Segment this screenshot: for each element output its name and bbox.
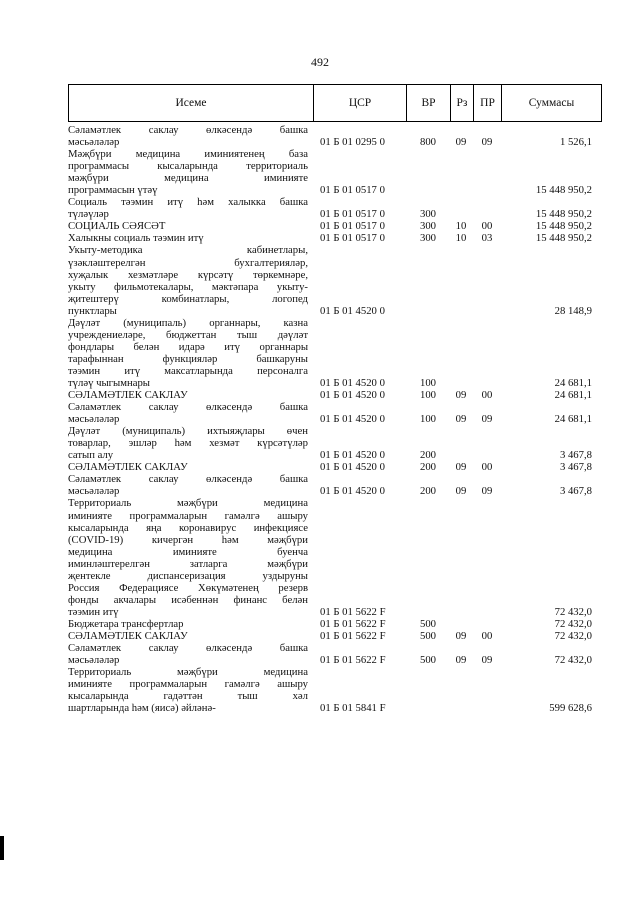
row-csr: 01 Б 01 4520 0 xyxy=(320,485,385,498)
row-name-line: СӘЛАМӘТЛЕК САКЛАУ xyxy=(68,389,188,402)
row-vr: 200 xyxy=(419,461,437,474)
row-pr: 09 xyxy=(481,654,493,667)
row-sum: 599 628,6 xyxy=(549,702,592,715)
table-row xyxy=(68,317,602,389)
row-sum: 72 432,0 xyxy=(554,617,592,630)
row-csr: 01 Б 01 5622 F xyxy=(320,654,386,667)
row-vr: 500 xyxy=(419,617,437,630)
row-name xyxy=(68,389,308,401)
header-csr: ЦСР xyxy=(314,85,407,121)
row-name-line: Бюджетара трансфертлар xyxy=(68,617,184,630)
row-csr: 01 Б 01 5841 F xyxy=(320,702,386,715)
row-vr: 500 xyxy=(419,629,437,642)
row-rz: 09 xyxy=(455,413,467,426)
row-rz: 09 xyxy=(455,629,467,642)
row-rz: 10 xyxy=(455,220,467,233)
row-csr: 01 Б 01 4520 0 xyxy=(320,389,385,402)
row-sum: 3 467,8 xyxy=(559,485,592,498)
row-name-line: җитештерү комбинатлары, логопед xyxy=(68,292,308,305)
row-sum: 28 148,9 xyxy=(554,304,592,317)
row-csr: 01 Б 01 0517 0 xyxy=(320,232,385,245)
row-name-line: сатып алу xyxy=(68,449,114,462)
row-name-line: Сәламәтлек саклау өлкәсендә башка xyxy=(68,642,308,655)
row-rz: 09 xyxy=(455,389,467,402)
row-name xyxy=(68,124,308,148)
row-name-line: тәэмин итү максатларында персоналга xyxy=(68,364,308,377)
row-name-line: Социаль тәэмин итү һәм халыкка башка xyxy=(68,196,308,209)
row-name xyxy=(68,666,308,714)
row-name xyxy=(68,232,308,244)
row-rz: 09 xyxy=(455,654,467,667)
header-rz: Рз xyxy=(451,85,474,121)
table-row xyxy=(68,148,602,196)
row-pr: 00 xyxy=(481,220,493,233)
row-name-line: Сәламәтлек саклау өлкәсендә башка xyxy=(68,124,308,136)
row-pr: 09 xyxy=(481,136,493,149)
row-vr: 100 xyxy=(419,413,437,426)
row-name-line: мәсьәләләр xyxy=(68,654,120,667)
row-name xyxy=(68,244,308,316)
row-vr: 100 xyxy=(419,389,437,402)
row-csr: 01 Б 01 4520 0 xyxy=(320,413,385,426)
row-name xyxy=(68,618,308,630)
row-name-line: Россия Федерациясе Хөкүмәтенең резерв xyxy=(68,581,308,594)
row-name xyxy=(68,497,308,617)
table-row xyxy=(68,473,602,497)
row-name-line: түләүләр xyxy=(68,208,109,221)
header-name: Исеме xyxy=(69,85,314,121)
row-name xyxy=(68,425,308,461)
page-number: 492 xyxy=(311,55,329,69)
table-row xyxy=(68,401,602,425)
row-csr: 01 Б 01 0295 0 xyxy=(320,136,385,149)
row-name-line: Территориаль мәҗбүри медицина xyxy=(68,666,308,679)
row-name-line: кысаларында гадәттән тыш хәл xyxy=(68,690,308,703)
row-csr: 01 Б 01 5622 F xyxy=(320,605,386,618)
row-sum: 24 681,1 xyxy=(554,389,592,402)
row-name-line: товарлар, эшләр һәм хезмәт күрсәтүләр xyxy=(68,437,308,450)
row-name-line: медицина иминияте буенча xyxy=(68,545,308,558)
row-vr: 800 xyxy=(419,136,437,149)
row-name-line: программасын үтәү xyxy=(68,184,158,197)
row-name-line: (COVID-19) кичергән һәм мәҗбүри xyxy=(68,533,308,546)
row-name-line: СӘЛАМӘТЛЕК САКЛАУ xyxy=(68,629,188,642)
row-csr: 01 Б 01 4520 0 xyxy=(320,449,385,462)
header-vr: ВР xyxy=(407,85,451,121)
row-csr: 01 Б 01 0517 0 xyxy=(320,220,385,233)
row-name-line: СОЦИАЛЬ СӘЯСӘТ xyxy=(68,220,166,233)
row-name-line: СӘЛАМӘТЛЕК САКЛАУ xyxy=(68,461,188,474)
table-row xyxy=(68,389,602,401)
row-pr: 09 xyxy=(481,485,493,498)
row-sum: 15 448 950,2 xyxy=(535,208,592,221)
table-row xyxy=(68,630,602,642)
row-name-line: иминләштерелгән затларга мәҗбүри xyxy=(68,557,308,570)
row-rz: 09 xyxy=(455,461,467,474)
row-name-line: иминияте программаларын гамәлгә ашыру xyxy=(68,678,308,691)
row-name-line: җентекле диспансеризация уздыруны xyxy=(68,569,308,582)
header-sum: Суммасы xyxy=(528,97,575,109)
row-csr: 01 Б 01 4520 0 xyxy=(320,304,385,317)
row-vr: 100 xyxy=(419,376,437,389)
row-csr: 01 Б 01 5622 F xyxy=(320,617,386,630)
row-name-line: түләү чыгымнары xyxy=(68,376,150,389)
row-name-line: тарафыннан функцияләр башкаруны xyxy=(68,352,308,365)
row-sum: 24 681,1 xyxy=(554,376,592,389)
row-name-line: учреждениеләре, бюджеттан тыш дәүләт xyxy=(68,328,308,341)
row-sum: 3 467,8 xyxy=(559,449,592,462)
row-name xyxy=(68,401,308,425)
row-name-line: кысаларында яңа коронавирус инфекциясе xyxy=(68,521,308,534)
row-vr: 500 xyxy=(419,654,437,667)
row-vr: 300 xyxy=(419,232,437,245)
row-name xyxy=(68,148,308,196)
row-pr: 03 xyxy=(481,232,493,245)
table-row xyxy=(68,618,602,630)
row-vr: 300 xyxy=(419,220,437,233)
table-row xyxy=(68,642,602,666)
row-csr: 01 Б 01 4520 0 xyxy=(320,461,385,474)
row-name-line: мәсьәләләр xyxy=(68,485,120,498)
row-name-line: мәсьәләләр xyxy=(68,136,120,149)
table-header xyxy=(68,84,602,122)
row-sum: 15 448 950,2 xyxy=(535,232,592,245)
header-pr: ПР xyxy=(474,85,502,121)
row-sum: 72 432,0 xyxy=(554,605,592,618)
row-pr: 00 xyxy=(481,389,493,402)
row-csr: 01 Б 01 4520 0 xyxy=(320,376,385,389)
row-name-line: Укыту-методика кабинетлары, xyxy=(68,244,308,257)
table-row xyxy=(68,244,602,316)
scan-edge-mark xyxy=(0,836,4,860)
row-sum: 15 448 950,2 xyxy=(535,184,592,197)
row-name-line: фонды акчалары исәбеннән финанс белән xyxy=(68,593,308,606)
row-name xyxy=(68,473,308,497)
row-name-line: иминияте программаларын гамәлгә ашыру xyxy=(68,509,308,522)
row-name-line: укыту фильмотекалары, мәктәпара укыту- xyxy=(68,280,308,293)
row-name xyxy=(68,317,308,389)
table-row xyxy=(68,461,602,473)
row-sum: 72 432,0 xyxy=(554,654,592,667)
row-name xyxy=(68,220,308,232)
row-rz: 09 xyxy=(455,136,467,149)
table-row xyxy=(68,124,602,148)
row-rz: 09 xyxy=(455,485,467,498)
row-name xyxy=(68,630,308,642)
row-name-line: Сәламәтлек саклау өлкәсендә башка xyxy=(68,401,308,414)
row-name-line: программасы кысаларында территориаль xyxy=(68,160,308,173)
row-name-line: Дәүләт (муниципаль) органнары, казна xyxy=(68,316,308,329)
row-name-line: шартларында һәм (яисә) әйләнә- xyxy=(68,702,216,715)
row-name-line: тәэмин итү xyxy=(68,605,119,618)
row-name-line: пунктлары xyxy=(68,304,117,317)
table-row xyxy=(68,220,602,232)
row-csr: 01 Б 01 0517 0 xyxy=(320,208,385,221)
row-name xyxy=(68,196,308,220)
row-name-line: мәсьәләләр xyxy=(68,413,120,426)
row-name-line: мәҗбүри медицина иминияте xyxy=(68,172,308,185)
row-sum: 24 681,1 xyxy=(554,413,592,426)
table-row xyxy=(68,425,602,461)
row-name-line: фондлары белән идарә итү органнары xyxy=(68,340,308,353)
table-row xyxy=(68,232,602,244)
row-sum: 15 448 950,2 xyxy=(535,220,592,233)
row-name-line: хуҗалык хезмәтләре күрсәтү төркемнәре, xyxy=(68,268,308,281)
row-pr: 00 xyxy=(481,461,493,474)
row-rz: 10 xyxy=(455,232,467,245)
row-sum: 72 432,0 xyxy=(554,629,592,642)
row-name-line: Мәҗбүри медицина иминиятенең база xyxy=(68,148,308,161)
row-csr: 01 Б 01 0517 0 xyxy=(320,184,385,197)
row-sum: 1 526,1 xyxy=(559,136,592,149)
row-name-line: Сәламәтлек саклау өлкәсендә башка xyxy=(68,473,308,486)
row-sum: 3 467,8 xyxy=(559,461,592,474)
row-name-line: Территориаль мәҗбүри медицина xyxy=(68,497,308,510)
table-body xyxy=(68,124,602,714)
row-vr: 200 xyxy=(419,449,437,462)
row-name-line: Дәүләт (муниципаль) ихтыяҗлары өчен xyxy=(68,425,308,438)
row-name-line: Халыкны социаль тәэмин итү xyxy=(68,232,204,245)
row-name xyxy=(68,461,308,473)
row-vr: 200 xyxy=(419,485,437,498)
table-row xyxy=(68,666,602,714)
row-pr: 09 xyxy=(481,413,493,426)
row-csr: 01 Б 01 5622 F xyxy=(320,629,386,642)
row-name-line: үзәкләштерелгән бухгалтерияләр, xyxy=(68,256,308,269)
row-name xyxy=(68,642,308,666)
table-row xyxy=(68,497,602,617)
row-vr: 300 xyxy=(419,208,437,221)
table-row xyxy=(68,196,602,220)
row-pr: 00 xyxy=(481,629,493,642)
